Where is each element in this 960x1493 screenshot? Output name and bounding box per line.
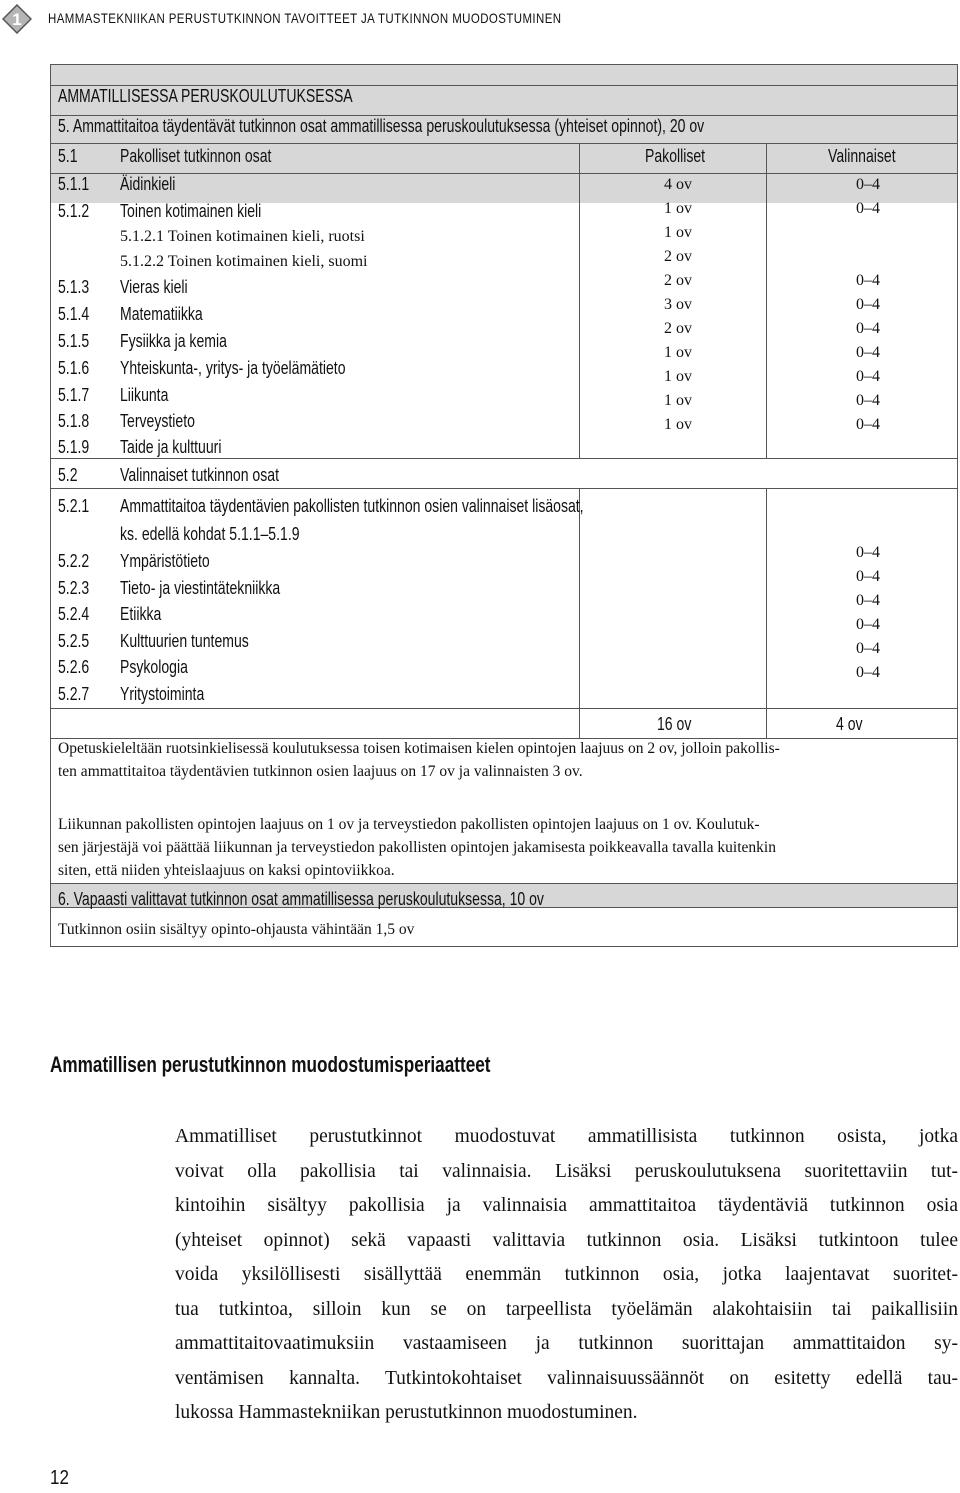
section6-note: Tutkinnon osiin sisältyy opinto-ohjausta vähintään 1,5 ov xyxy=(58,921,415,938)
note-line: ten ammattitaitoa täydentävien tutkinnon osien laajuus on 17 ov ja valinnaisten 3 ov. xyxy=(58,763,583,780)
row-label: ks. edellä kohdat 5.1.1–5.1.9 xyxy=(120,524,300,544)
row-num: 5.2.4 xyxy=(58,604,90,624)
value-pakolliset: 2 ov xyxy=(664,320,692,337)
row-label: Yritystoiminta xyxy=(120,684,205,704)
body-line: ventämisen kannalta. Tutkintokohtaiset valinnaisuussäännöt on esitetty edellä tau- xyxy=(175,1367,958,1389)
row-label: Psykologia xyxy=(120,657,188,677)
row-label: Matematiikka xyxy=(120,304,203,324)
row-num: 5.1.9 xyxy=(58,437,90,457)
value-pakolliset: 2 ov xyxy=(664,248,692,265)
col-divider xyxy=(766,143,767,458)
value-pakolliset: 1 ov xyxy=(664,344,692,361)
value-valinnaiset: 0–4 xyxy=(856,592,880,609)
rule xyxy=(51,173,957,174)
value-valinnaiset: 0–4 xyxy=(856,176,880,193)
rule xyxy=(51,488,957,489)
value-valinnaiset: 0–4 xyxy=(856,272,880,289)
row-label: Tieto- ja viestintätekniikka xyxy=(120,578,281,598)
rule xyxy=(51,883,957,884)
value-pakolliset: 2 ov xyxy=(664,272,692,289)
row-label: Ympäristötieto xyxy=(120,551,210,571)
value-pakolliset: 1 ov xyxy=(664,368,692,385)
section-heading: Ammatillisen perustutkinnon muodostumisperiaatteet xyxy=(50,1052,491,1077)
row-label: Terveystieto xyxy=(120,411,195,431)
row-num: 5.2.6 xyxy=(58,657,90,677)
page-number: 12 xyxy=(50,1467,69,1489)
row-num: 5.1.2 xyxy=(58,201,90,221)
value-pakolliset: 1 ov xyxy=(664,200,692,217)
value-valinnaiset: 0–4 xyxy=(856,664,880,681)
total-valinnaiset: 4 ov xyxy=(836,714,863,734)
value-pakolliset: 4 ov xyxy=(664,176,692,193)
body-line: (yhteiset opinnot) sekä vapaasti valittavia tutkinnon osia. Lisäksi tutkintoon tulee xyxy=(175,1229,958,1251)
body-line: voivat olla pakollisia tai valinnaisia. Lisäksi peruskoulutuksena suoritettaviin tut- xyxy=(175,1160,958,1182)
row-num: 5.1.5 xyxy=(58,331,90,351)
row-num: 5.1.8 xyxy=(58,411,90,431)
row-label: 5.1.2.2 Toinen kotimainen kieli, suomi xyxy=(120,253,368,270)
value-valinnaiset: 0–4 xyxy=(856,616,880,633)
col-divider xyxy=(579,143,580,458)
value-valinnaiset: 0–4 xyxy=(856,544,880,561)
value-valinnaiset: 0–4 xyxy=(856,344,880,361)
value-pakolliset: 3 ov xyxy=(664,296,692,313)
rule xyxy=(51,143,957,144)
value-valinnaiset: 0–4 xyxy=(856,416,880,433)
table-title: AMMATILLISESSA PERUSKOULUTUKSESSA xyxy=(58,86,353,106)
row-label: Taide ja kulttuuri xyxy=(120,437,222,457)
col-pakolliset: Pakolliset xyxy=(645,146,706,166)
value-pakolliset: 1 ov xyxy=(664,416,692,433)
value-valinnaiset: 0–4 xyxy=(856,392,880,409)
value-valinnaiset: 0–4 xyxy=(856,640,880,657)
body-line: Ammatilliset perustutkinnot muodostuvat ammatillisista tutkinnon osista, jotka xyxy=(175,1126,958,1147)
value-valinnaiset: 0–4 xyxy=(856,368,880,385)
chapter-number: 1 xyxy=(12,10,22,29)
body-line: ammattitaitovaatimuksiin vastaamiseen ja tutkinnon suorittajan ammattitaidon sy- xyxy=(175,1333,958,1354)
rule xyxy=(51,708,957,709)
row-num: 5.2.2 xyxy=(58,551,90,571)
row-label: Toinen kotimainen kieli xyxy=(120,201,262,221)
section6-heading: 6. Vapaasti valittavat tutkinnon osat ammatillisessa peruskoulutuksessa, 10 ov xyxy=(58,889,544,909)
row-label: Etiikka xyxy=(120,604,162,624)
sub51-num: 5.1 xyxy=(58,146,78,166)
value-valinnaiset: 0–4 xyxy=(856,320,880,337)
col-valinnaiset: Valinnaiset xyxy=(828,146,896,166)
row-num: 5.1.6 xyxy=(58,358,90,378)
note-line: Liikunnan pakollisten opintojen laajuus on 1 ov ja terveystiedon pakollisten opintojen laajuus on 1 ov. Koulutuk- xyxy=(58,816,760,833)
chapter-badge xyxy=(2,4,32,34)
note-line: sen järjestäjä voi päättää liikunnan ja terveystiedon pakollisten opintojen jakamisesta poikkeavalla tavalla kuitenkin xyxy=(58,839,776,856)
row-num: 5.1.1 xyxy=(58,174,90,194)
row-label: Ammattitaitoa täydentävien pakollisten tutkinnon osien valinnaiset lisäosat, xyxy=(120,496,584,516)
sub51-label: Pakolliset tutkinnon osat xyxy=(120,146,272,166)
section5-heading: 5. Ammattitaitoa täydentävät tutkinnon osat ammatillisessa peruskoulutuksessa (yhteiset opinnot), 20 ov xyxy=(58,116,705,136)
note-line: siten, että niiden yhteislaajuus on kaksi opintoviikkoa. xyxy=(58,862,395,879)
value-valinnaiset: 0–4 xyxy=(856,296,880,313)
rule xyxy=(51,458,957,459)
body-line: kintoihin sisältyy pakollisia ja valinnaisia ammattitaitoa täydentäviä tutkinnon osia xyxy=(175,1195,958,1216)
value-valinnaiset: 0–4 xyxy=(856,568,880,585)
value-pakolliset: 1 ov xyxy=(664,224,692,241)
col-divider xyxy=(579,488,580,708)
sub52-num: 5.2 xyxy=(58,465,78,485)
row-num: 5.2.1 xyxy=(58,496,90,516)
row-label: Fysiikka ja kemia xyxy=(120,331,227,351)
row-label: Kulttuurien tuntemus xyxy=(120,631,249,651)
note-line: Opetuskieleltään ruotsinkielisessä koulutuksessa toisen kotimaisen kielen opintojen laajuus on 2 ov, jolloin pakollis- xyxy=(58,740,780,757)
row-num: 5.2.5 xyxy=(58,631,90,651)
row-label: Yhteiskunta-, yritys- ja työelämätieto xyxy=(120,358,346,378)
body-line: lukossa Hammastekniikan perustutkinnon muodostuminen. xyxy=(175,1402,638,1423)
running-head: HAMMASTEKNIIKAN PERUSTUTKINNON TAVOITTEET JA TUTKINNON MUODOSTUMINEN xyxy=(48,10,562,26)
row-num: 5.1.4 xyxy=(58,304,90,324)
row-label: Vieras kieli xyxy=(120,277,188,297)
row-label: Liikunta xyxy=(120,385,169,405)
col-divider xyxy=(579,708,580,738)
col-divider xyxy=(766,488,767,708)
row-num: 5.2.3 xyxy=(58,578,90,598)
row-num: 5.1.3 xyxy=(58,277,90,297)
value-valinnaiset: 0–4 xyxy=(856,200,880,217)
total-pakolliset: 16 ov xyxy=(657,714,692,734)
body-line: voida yksilöllisesti sisällyttää enemmän tutkinnon osia, jotka laajentavat suoritet- xyxy=(175,1264,958,1285)
col-divider xyxy=(766,708,767,738)
row-num: 5.2.7 xyxy=(58,684,90,704)
row-label: Äidinkieli xyxy=(120,174,176,194)
body-paragraph xyxy=(175,1120,958,1431)
row-num: 5.1.7 xyxy=(58,385,90,405)
sub52-label: Valinnaiset tutkinnon osat xyxy=(120,465,279,485)
body-line: tua tutkintoa, silloin kun se on tarpeellista työelämän alakohtaisiin tai paikallisiin xyxy=(175,1298,958,1320)
row-label: 5.1.2.1 Toinen kotimainen kieli, ruotsi xyxy=(120,228,365,245)
value-pakolliset: 1 ov xyxy=(664,392,692,409)
